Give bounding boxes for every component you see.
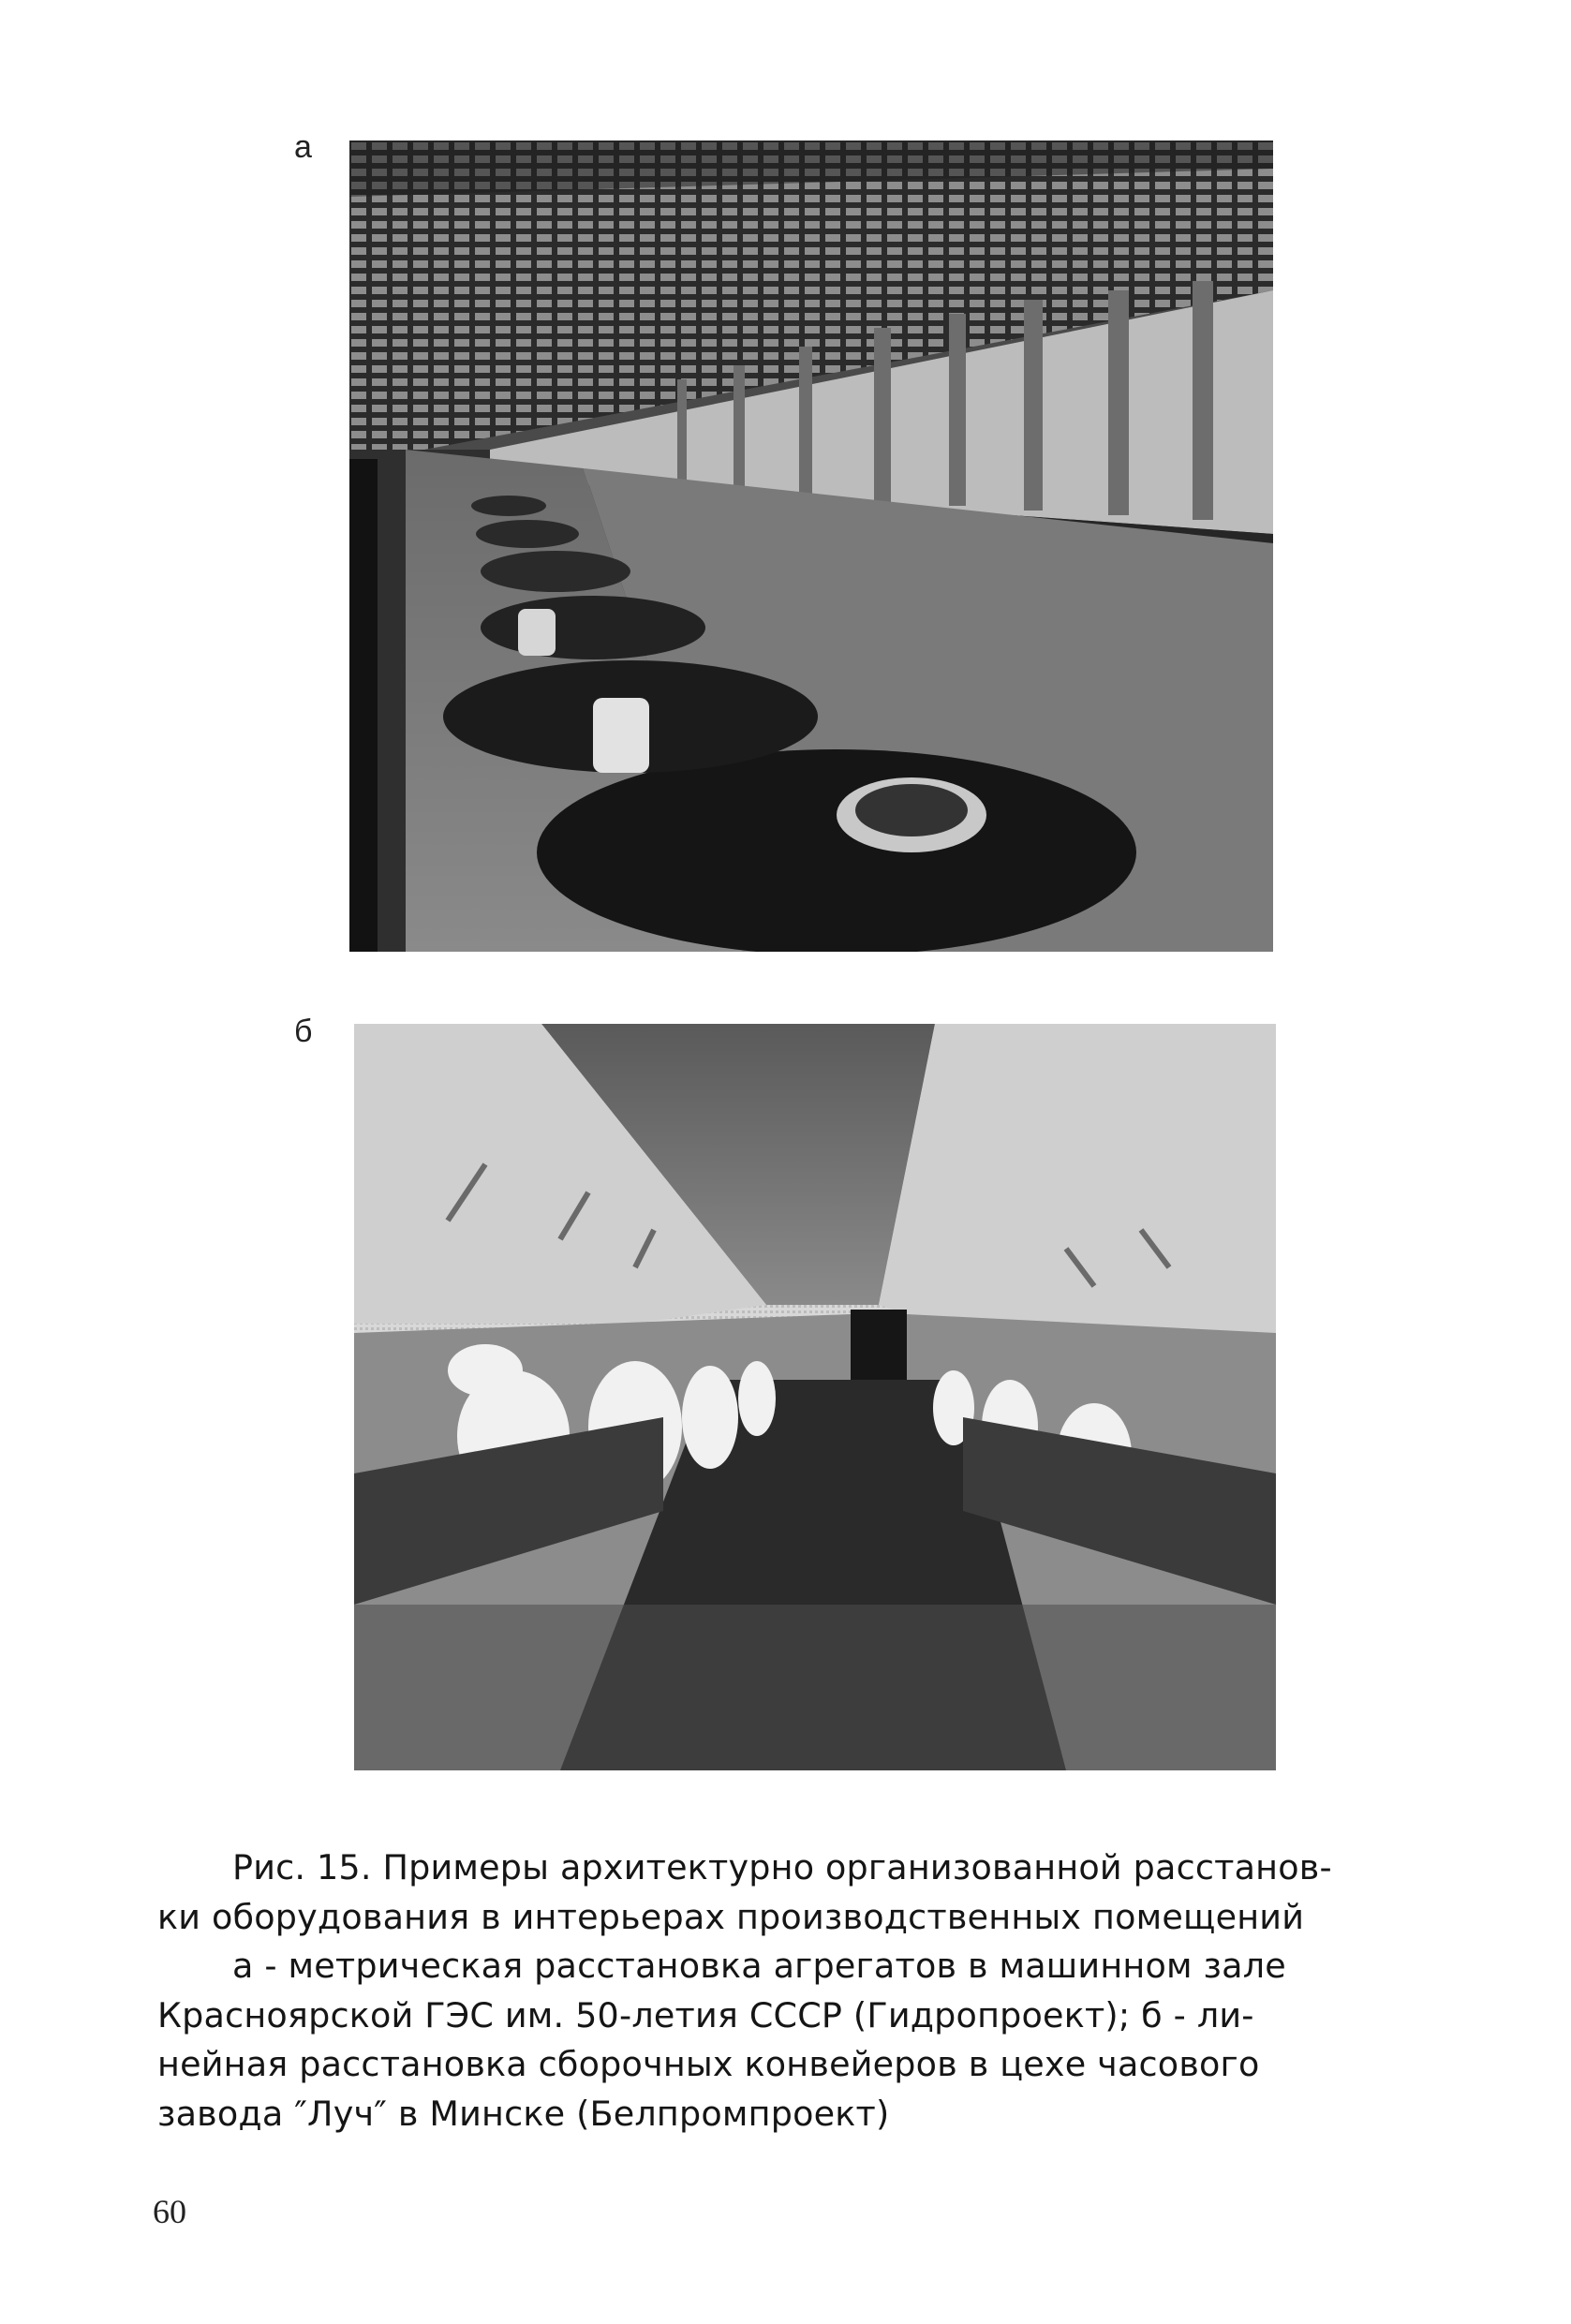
caption-line: нейная расстановка сборочных конвейеров в цехе часового — [157, 2044, 1260, 2085]
caption-line: ки оборудования в интерьерах производственных помещений — [157, 1896, 1305, 1937]
caption-line: а - метрическая расстановка агрегатов в машинном зале — [232, 1946, 1286, 1987]
caption-line: Рис. 15. Примеры архитектурно организованной расстанов- — [232, 1847, 1332, 1887]
page-number: 60 — [153, 2193, 186, 2230]
caption-line: Красноярской ГЭС им. 50-летия СССР (Гидропроект); б - ли- — [157, 1994, 1254, 2035]
caption-line: завода ″Луч″ в Минске (Белпромпроект) — [157, 2093, 890, 2134]
figure-caption — [157, 1843, 1441, 2139]
panel-label-b: б — [294, 1014, 313, 1049]
panel-label-a: а — [294, 129, 312, 165]
photo-hydro-power-station-machine-hall — [349, 141, 1273, 952]
photo-watch-factory-assembly-shop — [354, 1024, 1276, 1770]
